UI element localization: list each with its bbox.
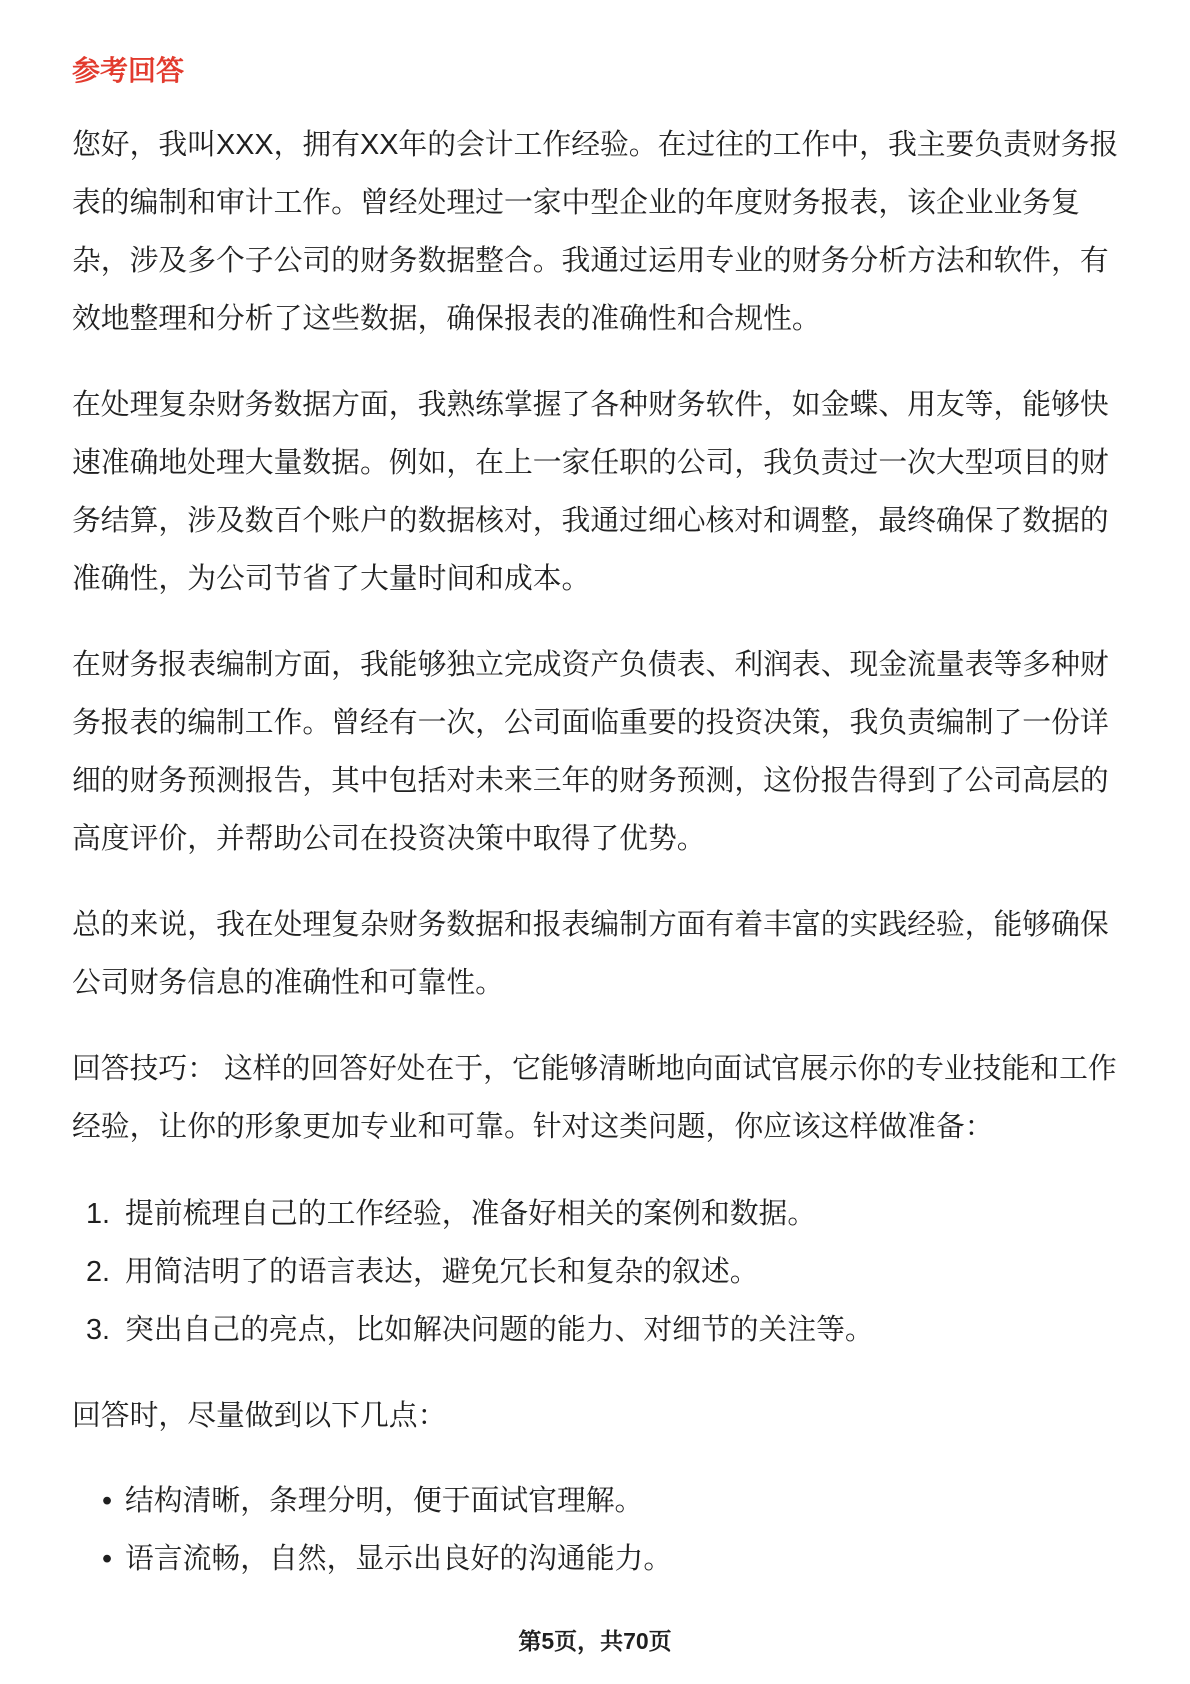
point-item [72,1472,1132,1530]
answer-paragraph-2: 在处理复杂财务数据方面，我熟练掌握了各种财务软件，如金蝶、用友等，能够快速准确地处理大量数据。例如，在上一家任职的公司，我负责过一次大型项目的财务结算，涉及数百个账户的数据核对，我通过细心核对和调整，最终确保了数据的准确性，为公司节省了大量时间和成本。 [72,389,1109,595]
step-number: 1. [86,1198,111,1230]
step-item [72,1301,1132,1359]
page-number-footer: 第5页，共70页 [518,1628,672,1654]
answer-points-list [72,1472,1132,1588]
bullet-icon: • [102,1485,113,1517]
point-text: 结构清晰，条理分明，便于面试官理解。 [125,1485,644,1517]
page-content [72,46,1132,1588]
points-intro: 回答时，尽量做到以下几点： [72,1400,447,1432]
step-item [72,1185,1132,1243]
step-text: 突出自己的亮点，比如解决问题的能力、对细节的关注等。 [125,1314,874,1346]
point-item [72,1530,1132,1588]
tips-paragraph: 回答技巧： 这样的回答好处在于，它能够清晰地向面试官展示你的专业技能和工作经验，让你的形象更加专业和可靠。针对这类问题，你应该这样做准备： [72,1053,1117,1143]
section-title: 参考回答 [72,55,185,86]
point-text: 语言流畅，自然，显示出良好的沟通能力。 [125,1543,673,1575]
answer-paragraph-1: 您好，我叫XXX，拥有XX年的会计工作经验。在过往的工作中，我主要负责财务报表的编制和审计工作。曾经处理过一家中型企业的年度财务报表，该企业业务复杂，涉及多个子公司的财务数据整合。我通过运用专业的财务分析方法和软件，有效地整理和分析了这些数据，确保报表的准确性和合规性。 [72,129,1119,335]
answer-paragraph-3: 在财务报表编制方面，我能够独立完成资产负债表、利润表、现金流量表等多种财务报表的编制工作。曾经有一次，公司面临重要的投资决策，我负责编制了一份详细的财务预测报告，其中包括对未来三年的财务预测，这份报告得到了公司高层的高度评价，并帮助公司在投资决策中取得了优势。 [72,649,1109,855]
step-number: 2. [86,1256,111,1288]
answer-paragraph-4: 总的来说，我在处理复杂财务数据和报表编制方面有着丰富的实践经验，能够确保公司财务信息的准确性和可靠性。 [72,909,1109,999]
bullet-icon: • [102,1543,113,1575]
step-number: 3. [86,1314,111,1346]
step-text: 提前梳理自己的工作经验，准备好相关的案例和数据。 [125,1198,817,1230]
step-text: 用简洁明了的语言表达，避免冗长和复杂的叙述。 [125,1256,759,1288]
step-item [72,1243,1132,1301]
preparation-steps-list [72,1185,1132,1359]
